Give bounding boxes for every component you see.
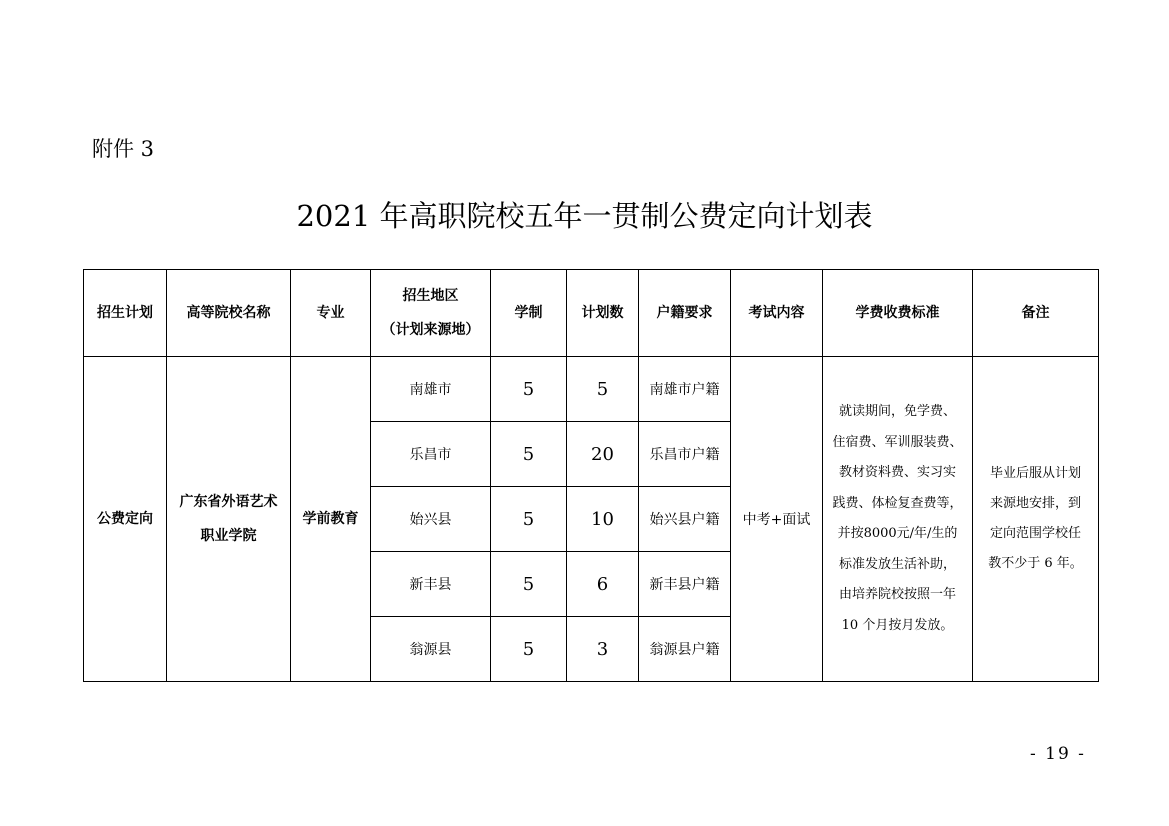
attachment-label: 附件 3	[92, 137, 155, 161]
fee-line: 就读期间，免学费、	[838, 404, 956, 419]
major-cell: 学前教育	[291, 357, 371, 682]
region-cell: 南雄市	[371, 357, 491, 422]
fee-line: 标准发放生活补助，	[838, 556, 956, 572]
header-quota: 计划数	[567, 270, 639, 357]
fee-line: 10 个月按月发放。	[841, 617, 954, 633]
plan-table	[83, 269, 1099, 682]
region-cell: 翁源县	[371, 617, 491, 682]
header-duration: 学制	[491, 270, 567, 357]
duration-cell: 5	[491, 487, 567, 552]
note-line: 定向范围学校任	[989, 526, 1081, 541]
huji-cell: 乐昌市户籍	[639, 422, 731, 487]
header-region-line1: 招生地区	[402, 288, 459, 304]
school-line1: 广东省外语艺术	[179, 494, 278, 510]
duration-cell: 5	[491, 617, 567, 682]
header-huji: 户籍要求	[639, 270, 731, 357]
duration-cell: 5	[491, 552, 567, 617]
header-region	[371, 270, 491, 357]
header-school: 高等院校名称	[167, 270, 291, 357]
huji-cell: 南雄市户籍	[639, 357, 731, 422]
header-plan: 招生计划	[84, 270, 167, 357]
header-note: 备注	[973, 270, 1099, 357]
header-fee: 学费收费标准	[823, 270, 973, 357]
fee-cell	[823, 357, 973, 682]
quota-cell: 10	[567, 487, 639, 552]
region-cell: 新丰县	[371, 552, 491, 617]
header-row	[84, 270, 1099, 357]
page-number: - 19 -	[1030, 744, 1086, 764]
quota-cell: 20	[567, 422, 639, 487]
header-major: 专业	[291, 270, 371, 357]
fee-line: 教材资料费、实习实	[838, 465, 956, 480]
fee-line: 并按8000元/年/生的	[837, 526, 958, 541]
header-region-line2: （计划来源地）	[381, 322, 480, 338]
note-line: 来源地安排，到	[989, 496, 1081, 511]
region-cell: 始兴县	[371, 487, 491, 552]
quota-cell: 3	[567, 617, 639, 682]
note-line: 教不少于 6 年。	[988, 556, 1083, 571]
exam-cell: 中考+面试	[731, 357, 823, 682]
table-row	[84, 357, 1099, 422]
note-cell	[973, 357, 1099, 682]
huji-cell: 始兴县户籍	[639, 487, 731, 552]
page-title: 2021 年高职院校五年一贯制公费定向计划表	[296, 199, 873, 233]
quota-cell: 5	[567, 357, 639, 422]
note-line: 毕业后服从计划	[989, 466, 1081, 481]
school-cell	[167, 357, 291, 682]
school-line2: 职业学院	[200, 528, 257, 544]
header-exam: 考试内容	[731, 270, 823, 357]
fee-line: 住宿费、军训服装费、	[832, 434, 963, 450]
duration-cell: 5	[491, 357, 567, 422]
region-cell: 乐昌市	[371, 422, 491, 487]
quota-cell: 6	[567, 552, 639, 617]
duration-cell: 5	[491, 422, 567, 487]
fee-line: 由培养院校按照一年	[838, 587, 956, 602]
plan-cell: 公费定向	[84, 357, 167, 682]
huji-cell: 新丰县户籍	[639, 552, 731, 617]
fee-line: 践费、体检复查费等，	[832, 495, 963, 511]
huji-cell: 翁源县户籍	[639, 617, 731, 682]
